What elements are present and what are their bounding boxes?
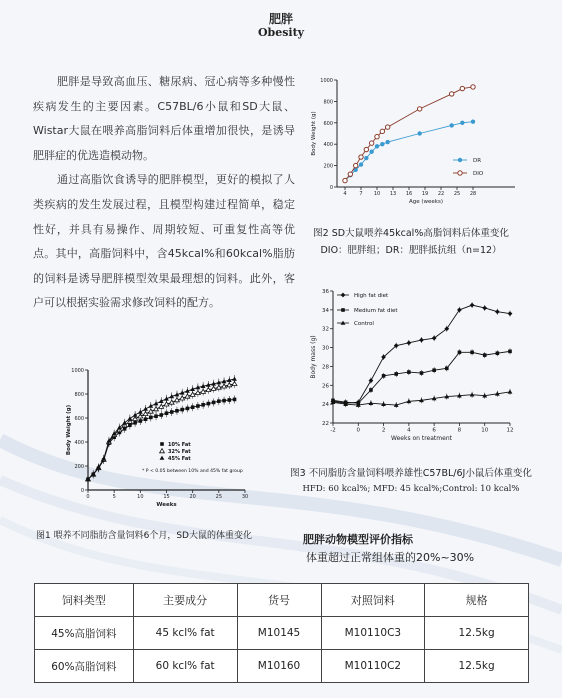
y-tick-label: 200 [74,464,84,470]
data-point [186,407,190,411]
legend-marker [160,456,165,460]
data-point [353,163,357,167]
data-point [191,405,195,409]
data-point [207,402,211,406]
data-point [495,309,500,314]
data-point [175,409,179,413]
data-point [407,370,411,374]
data-point [170,410,174,414]
table-cell: 12.5kg [425,650,529,683]
x-axis-label: Age (weeks) [409,199,443,205]
x-tick-label: 30 [241,494,249,500]
y-tick-label: 26 [322,383,329,390]
evaluation-title: 肥胖动物模型评价指标 [303,533,413,546]
legend-label: Medium fat diet [354,308,398,314]
product-table [34,583,529,683]
data-point [449,123,453,127]
data-point [228,398,232,402]
data-point [369,141,373,145]
data-point [364,156,368,160]
x-tick-label: 25 [453,191,461,197]
table-cell: M10110C3 [321,617,425,650]
data-point [369,388,373,392]
data-point [380,142,384,146]
data-point [508,311,513,316]
x-tick-label: 0 [86,494,90,500]
table-row [35,617,529,650]
y-tick-label: 600 [323,120,333,127]
data-point [445,367,449,371]
y-axis-label: Body mass (g) [310,335,317,379]
y-tick-label: 600 [74,416,84,422]
data-point [420,371,424,375]
y-tick-label: 32 [322,326,329,333]
data-point [217,399,221,403]
x-tick-label: 10 [481,427,489,434]
data-point [369,149,373,153]
y-tick-label: 24 [322,402,329,409]
table-header: 规格 [425,584,529,617]
legend-marker [160,442,164,446]
table-cell: M10145 [237,617,321,650]
data-point [369,378,374,383]
data-point [154,414,158,418]
data-point [144,417,148,421]
data-point [222,399,226,403]
figure-1-chart [60,362,255,512]
y-tick-label: 0 [80,488,84,494]
y-axis-label: Body Weight (g) [66,404,72,456]
legend-marker [458,158,462,162]
x-tick-label: 8 [457,427,462,434]
data-point [385,125,389,129]
data-point [508,389,513,393]
data-point [394,372,398,376]
series-line-2 [345,87,473,181]
data-point [432,368,436,372]
series-line-3 [88,379,235,479]
evaluation-text: 体重超过正常组体重的20%~30% [306,551,475,564]
data-point [159,413,163,417]
table-header: 对照饲料 [321,584,425,617]
x-axis-label: Weeks on treatment [391,435,452,442]
y-tick-label: 36 [322,289,329,295]
page-title: 肥胖 [268,12,293,26]
y-tick-label: 400 [74,440,84,446]
legend-label: 32% Fat [168,449,191,455]
figure-3-caption: 图3 不同脂肪含量饲料喂养雄性C57BL/6J小鼠后体重变化 [290,468,532,479]
y-tick-label: 800 [323,99,333,106]
x-tick-label: 22 [437,191,445,197]
data-point [460,86,464,90]
data-point [457,307,462,312]
data-point [359,155,363,159]
data-point [343,178,347,182]
legend-label: DR [473,158,482,164]
data-point [212,401,216,405]
data-point [458,350,462,354]
intro-paragraph-1: 肥胖是导致高血压、糖尿病、冠心病等多种慢性疾病发生的主要因素。C57BL/6小鼠和SD大鼠、Wistar大鼠在喂养高脂饲料后体重增加很快，是诱导肥胖症的优选造模动物。 [33,75,295,162]
x-tick-label: 6 [432,427,436,434]
data-point [133,413,138,417]
legend-label: 45% Fat [168,456,191,462]
x-tick-label: 4 [343,191,347,197]
legend-marker [341,293,346,298]
y-tick-label: 1000 [320,78,333,84]
x-tick-label: 28 [469,191,477,197]
data-point [382,374,386,378]
figure-2-note: DIO：肥胖组；DR：肥胖抵抗组（n=12） [320,245,502,256]
x-tick-label: 5 [112,494,116,500]
data-point [417,107,421,111]
data-point [471,120,475,124]
table-header: 主要成分 [133,584,237,617]
table-header: 货号 [237,584,321,617]
data-point [375,135,379,139]
data-point [470,350,474,354]
legend-marker [160,449,165,453]
y-tick-label: 30 [322,345,329,352]
data-point [508,350,512,354]
table-cell: 60%高脂饲料 [35,650,134,683]
y-tick-label: 0 [329,185,333,191]
data-point [180,408,184,412]
data-point [149,416,153,420]
x-tick-label: 16 [405,191,413,197]
x-tick-label: 20 [189,494,196,500]
x-tick-label: 10 [373,191,381,197]
y-tick-label: 22 [322,421,329,427]
x-tick-label: 7 [359,191,363,197]
y-tick-label: 200 [323,163,333,170]
legend-marker [458,171,462,175]
x-tick-label: 12 [506,427,514,434]
page-subtitle: Obesity [257,26,305,39]
intro-text [33,70,295,316]
x-tick-label: 10 [137,494,144,500]
x-axis-label: Weeks [156,502,177,508]
table-header-row [35,584,529,617]
data-point [482,306,487,311]
data-point [471,85,475,89]
table-cell: 60 kcl% fat [133,650,237,683]
data-point [364,147,368,151]
table-cell: 45%高脂饲料 [35,617,134,650]
legend-marker [341,308,345,312]
data-point [460,121,464,125]
legend-label: Control [354,321,374,327]
data-point [359,162,363,166]
y-tick-label: 800 [74,392,84,398]
table-cell: M10160 [237,650,321,683]
data-point [483,353,487,357]
figure-2-chart [305,72,520,222]
data-point [143,407,148,411]
data-point [380,129,384,133]
table-cell: M10110C2 [321,650,425,683]
chart-annotation: * P < 0.05 between 10% and 45% fat group [142,469,243,474]
y-tick-label: 28 [322,364,329,371]
data-point [201,403,205,407]
table-row [35,650,529,683]
figure-3-chart [305,283,520,448]
data-point [196,404,200,408]
data-point [496,351,500,355]
x-tick-label: 25 [215,494,223,500]
figure-1-caption: 图1 喂养不同脂肪含量饲料6个月，SD大鼠的体重变化 [36,531,252,541]
x-tick-label: 15 [163,494,170,500]
legend-label: High fat diet [354,293,389,299]
y-axis-label: Body Weight (g) [311,111,317,156]
data-point [232,377,237,381]
data-point [406,340,411,345]
x-tick-label: 13 [389,191,397,197]
legend-label: 10% Fat [168,442,191,448]
y-tick-label: 400 [323,142,333,149]
y-tick-label: 1000 [71,368,84,374]
y-tick-label: 34 [322,307,329,314]
x-tick-label: 4 [407,427,411,434]
x-tick-label: 19 [421,191,429,197]
intro-paragraph-2: 通过高脂饮食诱导的肥胖模型，更好的模拟了人类疾病的发生发展过程，且模型构建过程简单，稳定性好，并具有易操作、周期较短、可重复性高等优点。其中，高脂饲料中，含45kcal%和60kcal%脂肪的饲料是诱导肥胖模型效果最理想的饲料。此外，客户可以根据实验需求修改饲料的配方。 [33,173,295,310]
data-point [470,303,475,308]
data-point [138,410,143,414]
legend-label: DIO [473,171,484,177]
data-point [165,411,169,415]
data-point [385,140,389,144]
figure-2-caption: 图2 SD大鼠喂养45kcal%高脂饲料后体重变化 [313,228,509,239]
data-point [375,144,379,148]
table-cell: 12.5kg [425,617,529,650]
figure-3-note: HFD: 60 kcal%; MFD: 45 kcal%;Control: 10 kcal% [302,484,520,494]
data-point [417,131,421,135]
x-tick-label: 2 [381,427,386,434]
data-point [348,172,352,176]
data-point [419,338,424,343]
data-point [449,92,453,96]
table-cell: 45 kcl% fat [133,617,237,650]
x-tick-label: -2 [330,427,336,434]
data-point [233,398,237,402]
x-tick-label: 0 [356,427,361,434]
data-point [127,416,132,420]
table-header: 饲料类型 [35,584,134,617]
